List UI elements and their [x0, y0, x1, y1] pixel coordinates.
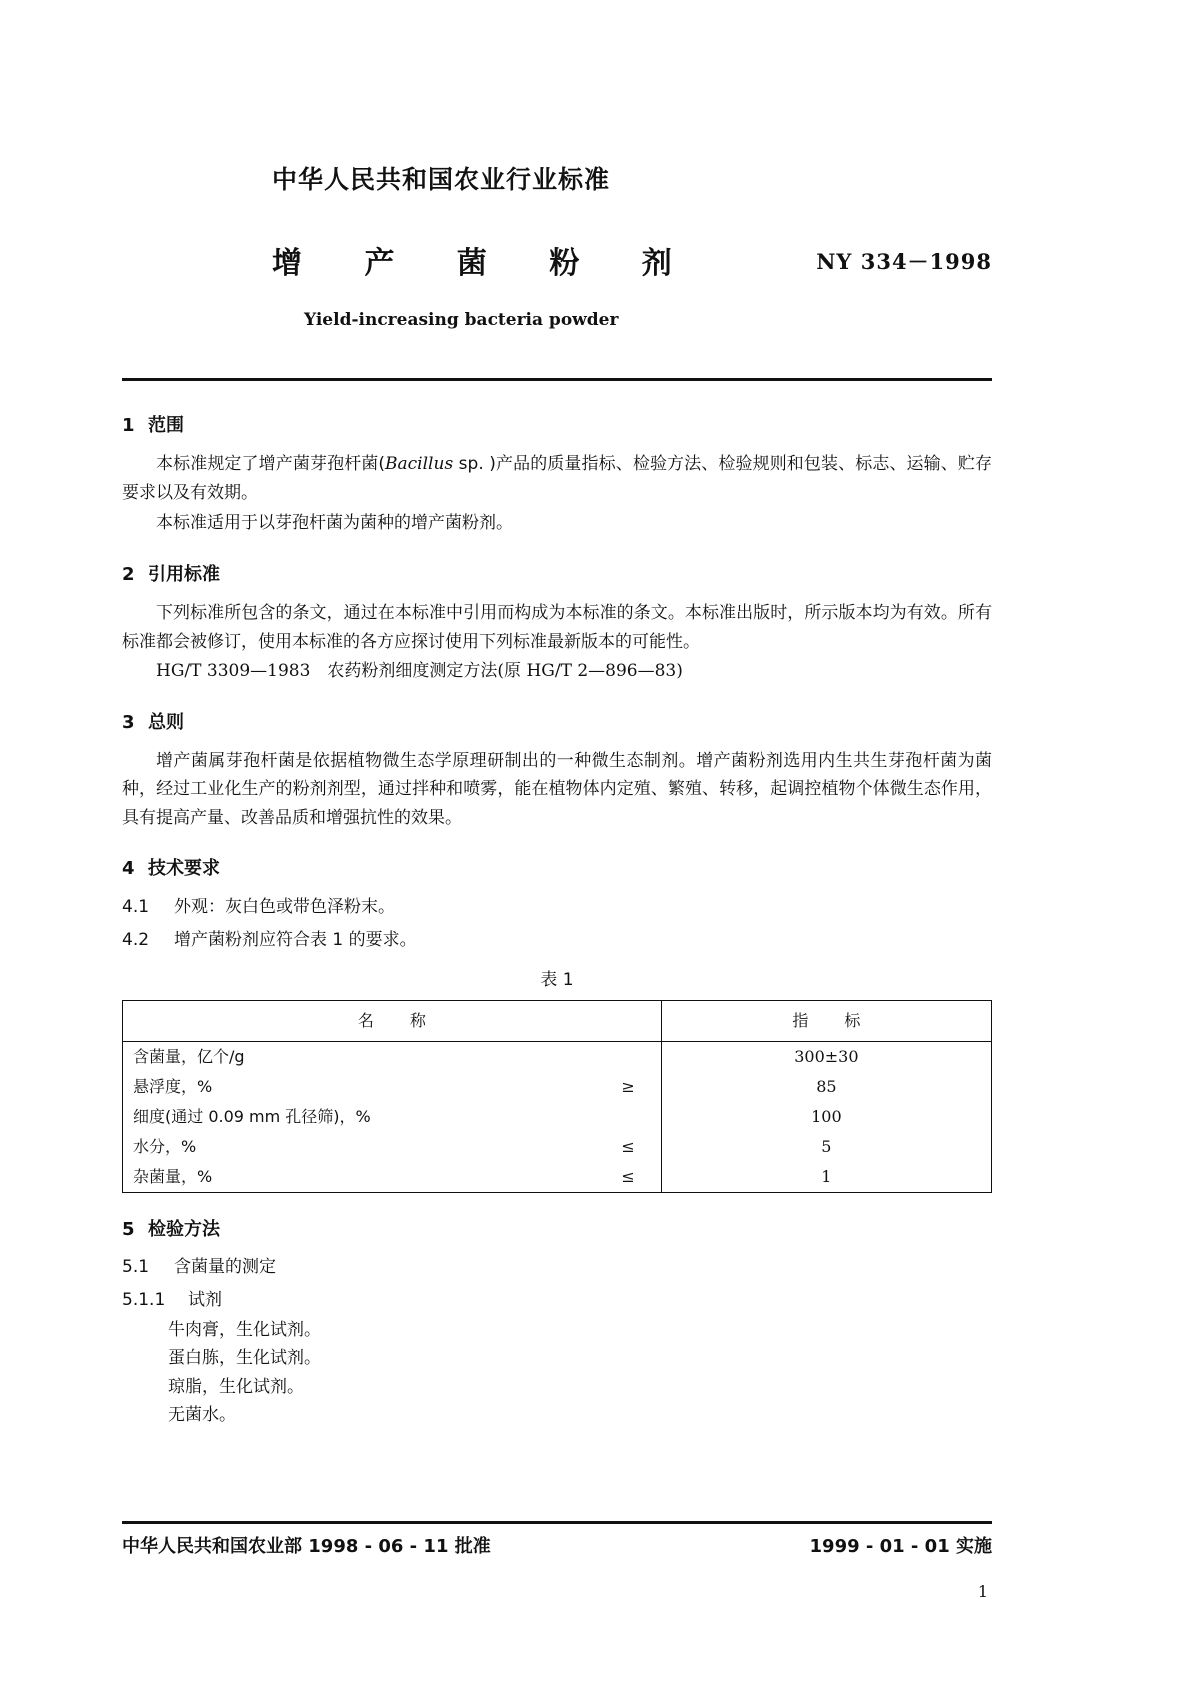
clause-5-1-text: 含菌量的测定: [174, 1256, 276, 1277]
clause-5-1-1-text: 试剂: [188, 1290, 222, 1311]
english-subtitle: Yield-increasing bacteria powder: [304, 310, 619, 330]
section-heading-1: [122, 411, 992, 440]
referenced-standard: HG/T 3309—1983 农药粉剂细度测定方法(原 HG/T 2—896—83): [156, 661, 683, 682]
section-heading-2: [122, 560, 992, 589]
row-operator: ≤: [621, 1136, 635, 1156]
scope-text-b: sp. )产品的质量指标、检验方法、检验规则和包装、标志、运输、贮存要求以及有效期。: [122, 454, 992, 503]
reagent-item: 蛋白胨，生化试剂。: [168, 1348, 321, 1369]
table-body: [123, 1042, 992, 1193]
title-row: [122, 238, 992, 284]
row-label: 悬浮度，%: [133, 1076, 213, 1096]
clause-4-1-text: 外观：灰白色或带色泽粉末。: [174, 896, 395, 917]
table-cell-value: 1: [661, 1162, 991, 1192]
document-body: [122, 411, 992, 1430]
table-cell-name: [123, 1042, 662, 1072]
section-title-3: 总则: [148, 711, 184, 733]
section-title-2: 引用标准: [148, 563, 220, 585]
page-footer: [122, 1521, 992, 1601]
table-header-row: [123, 1001, 992, 1042]
clause-5-1-1-number: 5.1.1: [122, 1290, 166, 1311]
document-header: [122, 0, 992, 381]
table-cell-name: [123, 1132, 662, 1162]
table-cell-name: [123, 1072, 662, 1102]
clause-4-2-number: 4.2: [122, 930, 150, 951]
row-label: 细度(通过 0.09 mm 孔径筛)，%: [133, 1106, 371, 1126]
row-operator: ≥: [621, 1076, 635, 1096]
table-cell-name: [123, 1102, 662, 1132]
clause-4-1: [122, 894, 992, 922]
table-row: [123, 1162, 992, 1192]
reagent-item: 牛肉膏，生化试剂。: [168, 1319, 321, 1340]
table-cell-value: 85: [661, 1072, 991, 1102]
species-name: Bacillus: [385, 454, 454, 475]
reagent-item: 无菌水。: [168, 1405, 236, 1426]
section-heading-3: [122, 708, 992, 737]
table-cell-value: 100: [661, 1102, 991, 1132]
page-number: 1: [977, 1582, 988, 1601]
table-cell-name: [123, 1162, 662, 1192]
table-cell-value: 5: [661, 1132, 991, 1162]
section-number-3: 3: [122, 711, 135, 733]
table-row: [123, 1072, 992, 1102]
standard-number: NY 334－1998: [816, 249, 992, 274]
table-header-index: 指 标: [661, 1001, 991, 1042]
section-title-5: 检验方法: [148, 1218, 220, 1240]
clause-5-1: [122, 1254, 992, 1282]
clause-4-2: [122, 927, 992, 955]
section-number-2: 2: [122, 563, 135, 585]
implementation-date: 1999 - 01 - 01 实施: [809, 1536, 992, 1557]
scope-text-a: 本标准规定了增产菌芽孢杆菌(: [156, 454, 386, 475]
section-heading-4: [122, 854, 992, 883]
clause-5-1-1: [122, 1287, 992, 1315]
footer-divider: [122, 1521, 992, 1524]
section-heading-5: [122, 1215, 992, 1244]
section-number-1: 1: [122, 415, 135, 436]
issuing-authority: 中华人民共和国农业行业标准: [272, 165, 611, 194]
row-label: 含菌量，亿个/g: [133, 1047, 245, 1067]
row-label: 水分，%: [133, 1136, 197, 1156]
approval-statement: 中华人民共和国农业部 1998 - 06 - 11 批准: [122, 1536, 491, 1557]
specification-table: [122, 1000, 992, 1192]
row-operator: ≤: [621, 1166, 635, 1186]
table-row: [123, 1102, 992, 1132]
page-title: 增 产 菌 粉 剂: [272, 246, 698, 281]
row-label: 杂菌量，%: [133, 1166, 213, 1186]
section-title-4: 技术要求: [148, 858, 220, 880]
header-divider: [122, 378, 992, 381]
table-row: [123, 1042, 992, 1072]
footer-row: [122, 1532, 992, 1558]
section-2-paragraph-1: 下列标准所包含的条文，通过在本标准中引用而构成为本标准的条文。本标准出版时，所示版本均为有效。所有标准都会被修订，使用本标准的各方应探讨使用下列标准最新版本的可能性。: [122, 602, 992, 652]
table-caption: 表 1: [540, 969, 574, 990]
section-number-5: 5: [122, 1218, 135, 1240]
table-cell-value: 300±30: [661, 1042, 991, 1072]
table-header-name: 名 称: [123, 1001, 662, 1042]
section-3-paragraph-1: 增产菌属芽孢杆菌是依据植物微生态学原理研制出的一种微生态制剂。增产菌粉剂选用内生共生芽孢杆菌为菌种，经过工业化生产的粉剂剂型，通过拌种和喷雾，能在植物体内定殖、繁殖、转移，起调控植物个体微生态作用，具有提高产量、改善品质和增强抗性的效果。: [122, 750, 992, 828]
reagent-item: 琼脂，生化试剂。: [168, 1376, 304, 1397]
section-title-1: 范围: [148, 415, 184, 436]
page-content: [122, 0, 992, 1431]
section-number-4: 4: [122, 858, 135, 880]
table-row: [123, 1132, 992, 1162]
clause-5-1-number: 5.1: [122, 1256, 150, 1277]
clause-4-1-number: 4.1: [122, 896, 150, 917]
clause-4-2-text: 增产菌粉剂应符合表 1 的要求。: [174, 930, 417, 951]
section-1-paragraph-2: 本标准适用于以芽孢杆菌为菌种的增产菌粉剂。: [156, 513, 513, 534]
section-1-paragraph-1: [122, 450, 992, 507]
